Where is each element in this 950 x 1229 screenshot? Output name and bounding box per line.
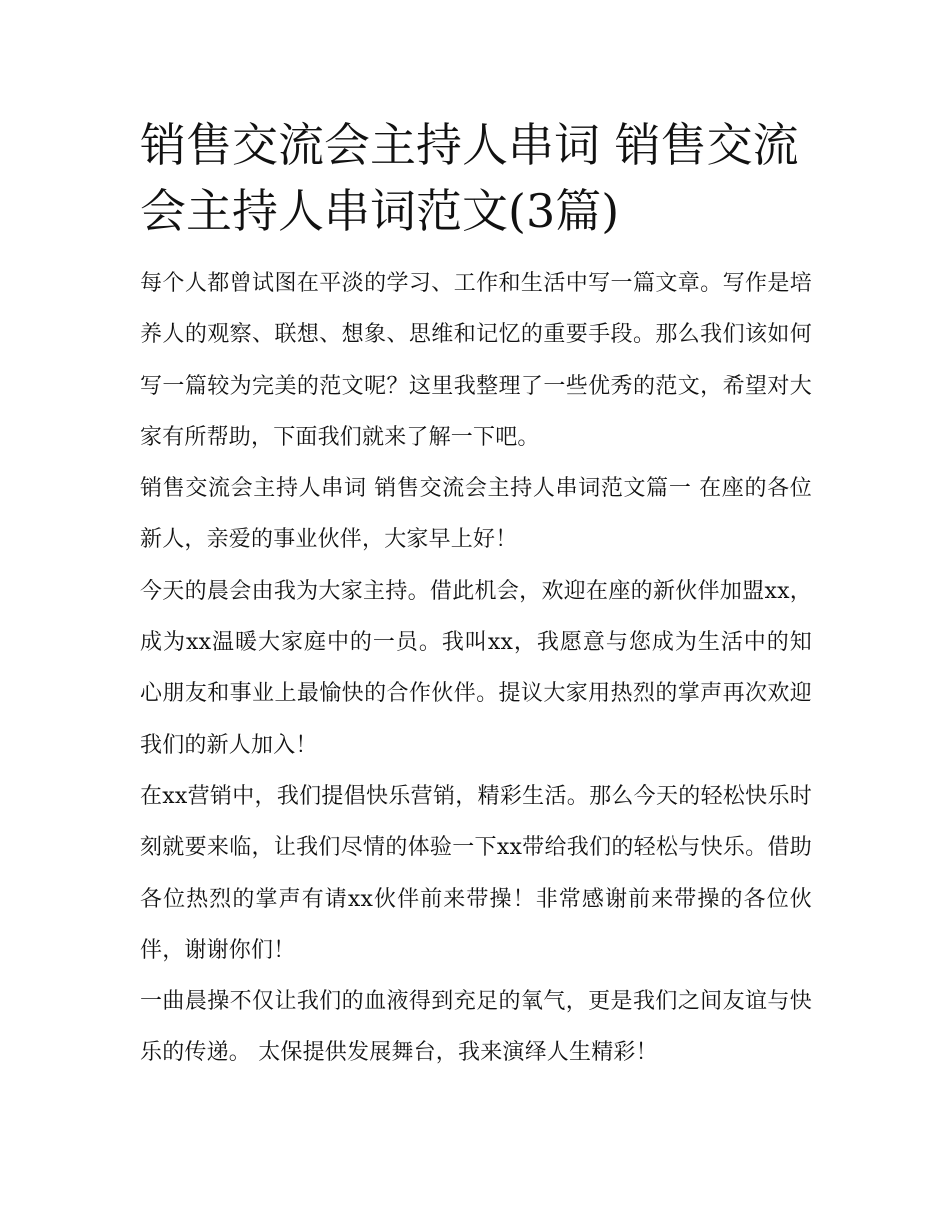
document-page: [140, 112, 812, 1079]
document-body: [140, 258, 812, 1079]
paragraph-welcome: 今天的晨会由我为大家主持。借此机会，欢迎在座的新伙伴加盟xx，成为xx温暖大家庭中的一员。我叫xx，我愿意与您成为生活中的知心朋友和事业上最愉快的合作伙伴。提议大家用热烈的掌声再次欢迎我们的新人加入！: [140, 578, 812, 758]
paragraph-closing: 一曲晨操不仅让我们的血液得到充足的氧气，更是我们之间友谊与快乐的传递。 太保提供发展舞台，我来演绎人生精彩！: [140, 989, 812, 1066]
paragraph-intro: 每个人都曾试图在平淡的学习、工作和生活中写一篇文章。写作是培养人的观察、联想、想象、思维和记忆的重要手段。那么我们该如何写一篇较为完美的范文呢？这里我整理了一些优秀的范文，希望对大家有所帮助，下面我们就来了解一下吧。: [140, 271, 812, 450]
paragraph-greeting: 销售交流会主持人串词 销售交流会主持人串词范文篇一 在座的各位新人，亲爱的事业伙伴，大家早上好！: [140, 476, 812, 553]
paragraph-exercise: 在xx营销中，我们提倡快乐营销，精彩生活。那么今天的轻松快乐时刻就要来临，让我们尽情的体验一下xx带给我们的轻松与快乐。借助各位热烈的掌声有请xx伙伴前来带操！非常感谢前来带操的各位伙伴，谢谢你们！: [140, 783, 812, 963]
document-title: 销售交流会主持人串词 销售交流会主持人串词范文(3篇): [140, 118, 799, 238]
